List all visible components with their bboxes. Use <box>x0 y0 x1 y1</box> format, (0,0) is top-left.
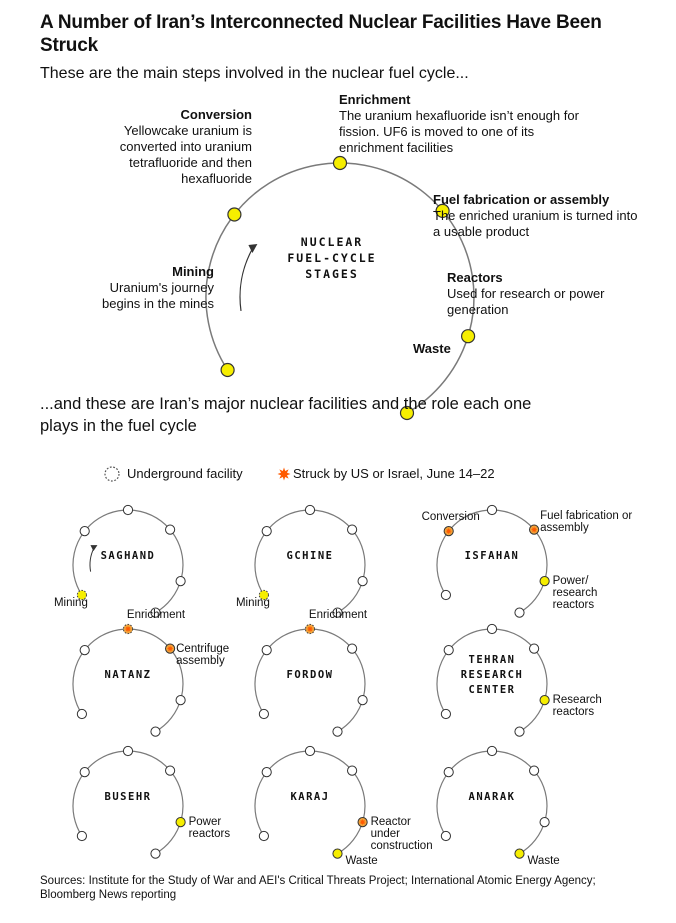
facility-name: SAGHAND <box>100 550 156 562</box>
inactive-node <box>530 644 539 653</box>
facility-name-line: CENTER <box>468 684 516 696</box>
stage-name: Enrichment <box>339 92 411 107</box>
stage-node-2 <box>334 157 347 170</box>
struck-legend-icon <box>278 468 291 481</box>
facility-name <box>437 653 547 698</box>
facility-name: BUSEHR <box>104 791 152 803</box>
facility-stage-label: Power reactors <box>188 816 231 841</box>
section-heading: ...and these are Iran’s major nuclear facilities and the role each one plays in the fuel cycle <box>40 395 532 435</box>
facility-name: KARAJ <box>290 791 330 803</box>
strike-burst-icon <box>307 626 313 632</box>
facility-stage-label: Conversion <box>421 511 480 524</box>
page-title: A Number of Iran’s Interconnected Nuclear Facilities Have Been Struck <box>40 12 602 56</box>
stage-node-1 <box>228 208 241 221</box>
inactive-node <box>262 768 271 777</box>
inactive-node <box>444 768 453 777</box>
inactive-node <box>441 831 450 840</box>
stage-desc: Used for research or power generation <box>447 286 605 317</box>
facility-name: ANARAK <box>468 791 516 803</box>
stage-name: Mining <box>172 264 214 279</box>
stage-label-reactors <box>447 270 607 318</box>
page-subtitle: These are the main steps involved in the nuclear fuel cycle... <box>40 65 469 82</box>
cycle-center-title <box>262 234 402 282</box>
inactive-node <box>441 590 450 599</box>
inactive-node <box>515 727 524 736</box>
facility-stage-label: Research reactors <box>552 694 602 719</box>
inactive-node <box>358 696 367 705</box>
inactive-node <box>348 644 357 653</box>
stage-label-conversion <box>100 107 252 187</box>
inactive-node <box>441 709 450 718</box>
facility-stage-label: Waste <box>527 854 560 867</box>
inactive-node <box>358 577 367 586</box>
facility-name-line: RESEARCH <box>460 669 524 681</box>
stage-desc: Uranium's journey begins in the mines <box>101 280 214 311</box>
stage-name: Fuel fabrication or assembly <box>433 192 610 207</box>
facility-stage-label: Power/ research reactors <box>552 575 598 612</box>
sources-note: Sources: Institute for the Study of War and AEI's Critical Threats Project; International Atomic Energy Agency; Bloomberg News reporting <box>40 875 596 901</box>
inactive-node <box>77 709 86 718</box>
facility-name: ISFAHAN <box>464 550 520 562</box>
inactive-node <box>348 766 357 775</box>
facility-stage-label: Enrichment <box>126 609 186 621</box>
underground-legend-icon <box>105 467 119 481</box>
arrowhead-icon <box>248 244 257 253</box>
active-node <box>333 849 342 858</box>
inactive-node <box>80 768 89 777</box>
inactive-node <box>540 818 549 827</box>
facility-stage-label: Fuel fabrication or assembly <box>540 509 633 534</box>
stage-desc: The uranium hexafluoride isn’t enough for fission. UF6 is moved to one of its enrichment facilities <box>339 108 579 155</box>
inactive-node <box>515 608 524 617</box>
inactive-node <box>259 709 268 718</box>
legend-underground: Underground facility <box>127 466 243 481</box>
stage-desc: Yellowcake uranium is converted into uranium tetrafluoride and then hexafluoride <box>119 123 252 186</box>
inactive-node <box>530 766 539 775</box>
inactive-node <box>80 646 89 655</box>
inactive-node <box>123 505 132 514</box>
inactive-node <box>305 505 314 514</box>
cycle-direction-arrow-icon <box>240 250 252 311</box>
inactive-node <box>151 849 160 858</box>
inactive-node <box>176 696 185 705</box>
inactive-node <box>176 577 185 586</box>
legend-struck: Struck by US or Israel, June 14–22 <box>293 466 495 481</box>
active-node <box>540 577 549 586</box>
inactive-node <box>259 831 268 840</box>
facility-name-line: TEHRAN <box>468 654 516 666</box>
inactive-node <box>487 624 496 633</box>
active-node <box>176 818 185 827</box>
stage-name: Waste <box>413 341 451 356</box>
stage-desc: The enriched uranium is turned into a usable product <box>433 208 638 239</box>
stage-label-enrichment <box>339 92 589 156</box>
stage-name: Conversion <box>180 107 252 122</box>
inactive-node <box>123 746 132 755</box>
facility-stage-label: Centrifuge assembly <box>176 642 230 667</box>
stage-label-waste <box>413 341 493 357</box>
facility-stage-label: Enrichment <box>308 609 368 621</box>
cycle-center-line: STAGES <box>305 267 359 281</box>
facility-stage-label: Mining <box>53 596 88 609</box>
stage-label-mining <box>78 264 214 312</box>
cycle-center-line: FUEL-CYCLE <box>287 251 377 265</box>
facility-name: NATANZ <box>104 669 152 681</box>
facility-name: FORDOW <box>286 669 334 681</box>
stage-label-fuel-fabrication <box>433 192 648 240</box>
inactive-node <box>262 527 271 536</box>
facility-stage-label: Mining <box>235 596 270 609</box>
facility-stage-label: Reactor under construction <box>370 816 433 853</box>
strike-burst-icon <box>125 626 131 632</box>
inactive-node <box>77 831 86 840</box>
inactive-node <box>166 766 175 775</box>
inactive-node <box>348 525 357 534</box>
facility-stage-label: Waste <box>345 854 378 867</box>
active-node <box>515 849 524 858</box>
inactive-node <box>80 527 89 536</box>
inactive-node <box>166 525 175 534</box>
inactive-node <box>305 746 314 755</box>
facility-name: GCHINE <box>286 550 334 562</box>
inactive-node <box>333 727 342 736</box>
inactive-node <box>151 727 160 736</box>
stage-name: Reactors <box>447 270 503 285</box>
stage-node-0 <box>221 364 234 377</box>
inactive-node <box>487 746 496 755</box>
cycle-center-line: NUCLEAR <box>300 235 364 249</box>
